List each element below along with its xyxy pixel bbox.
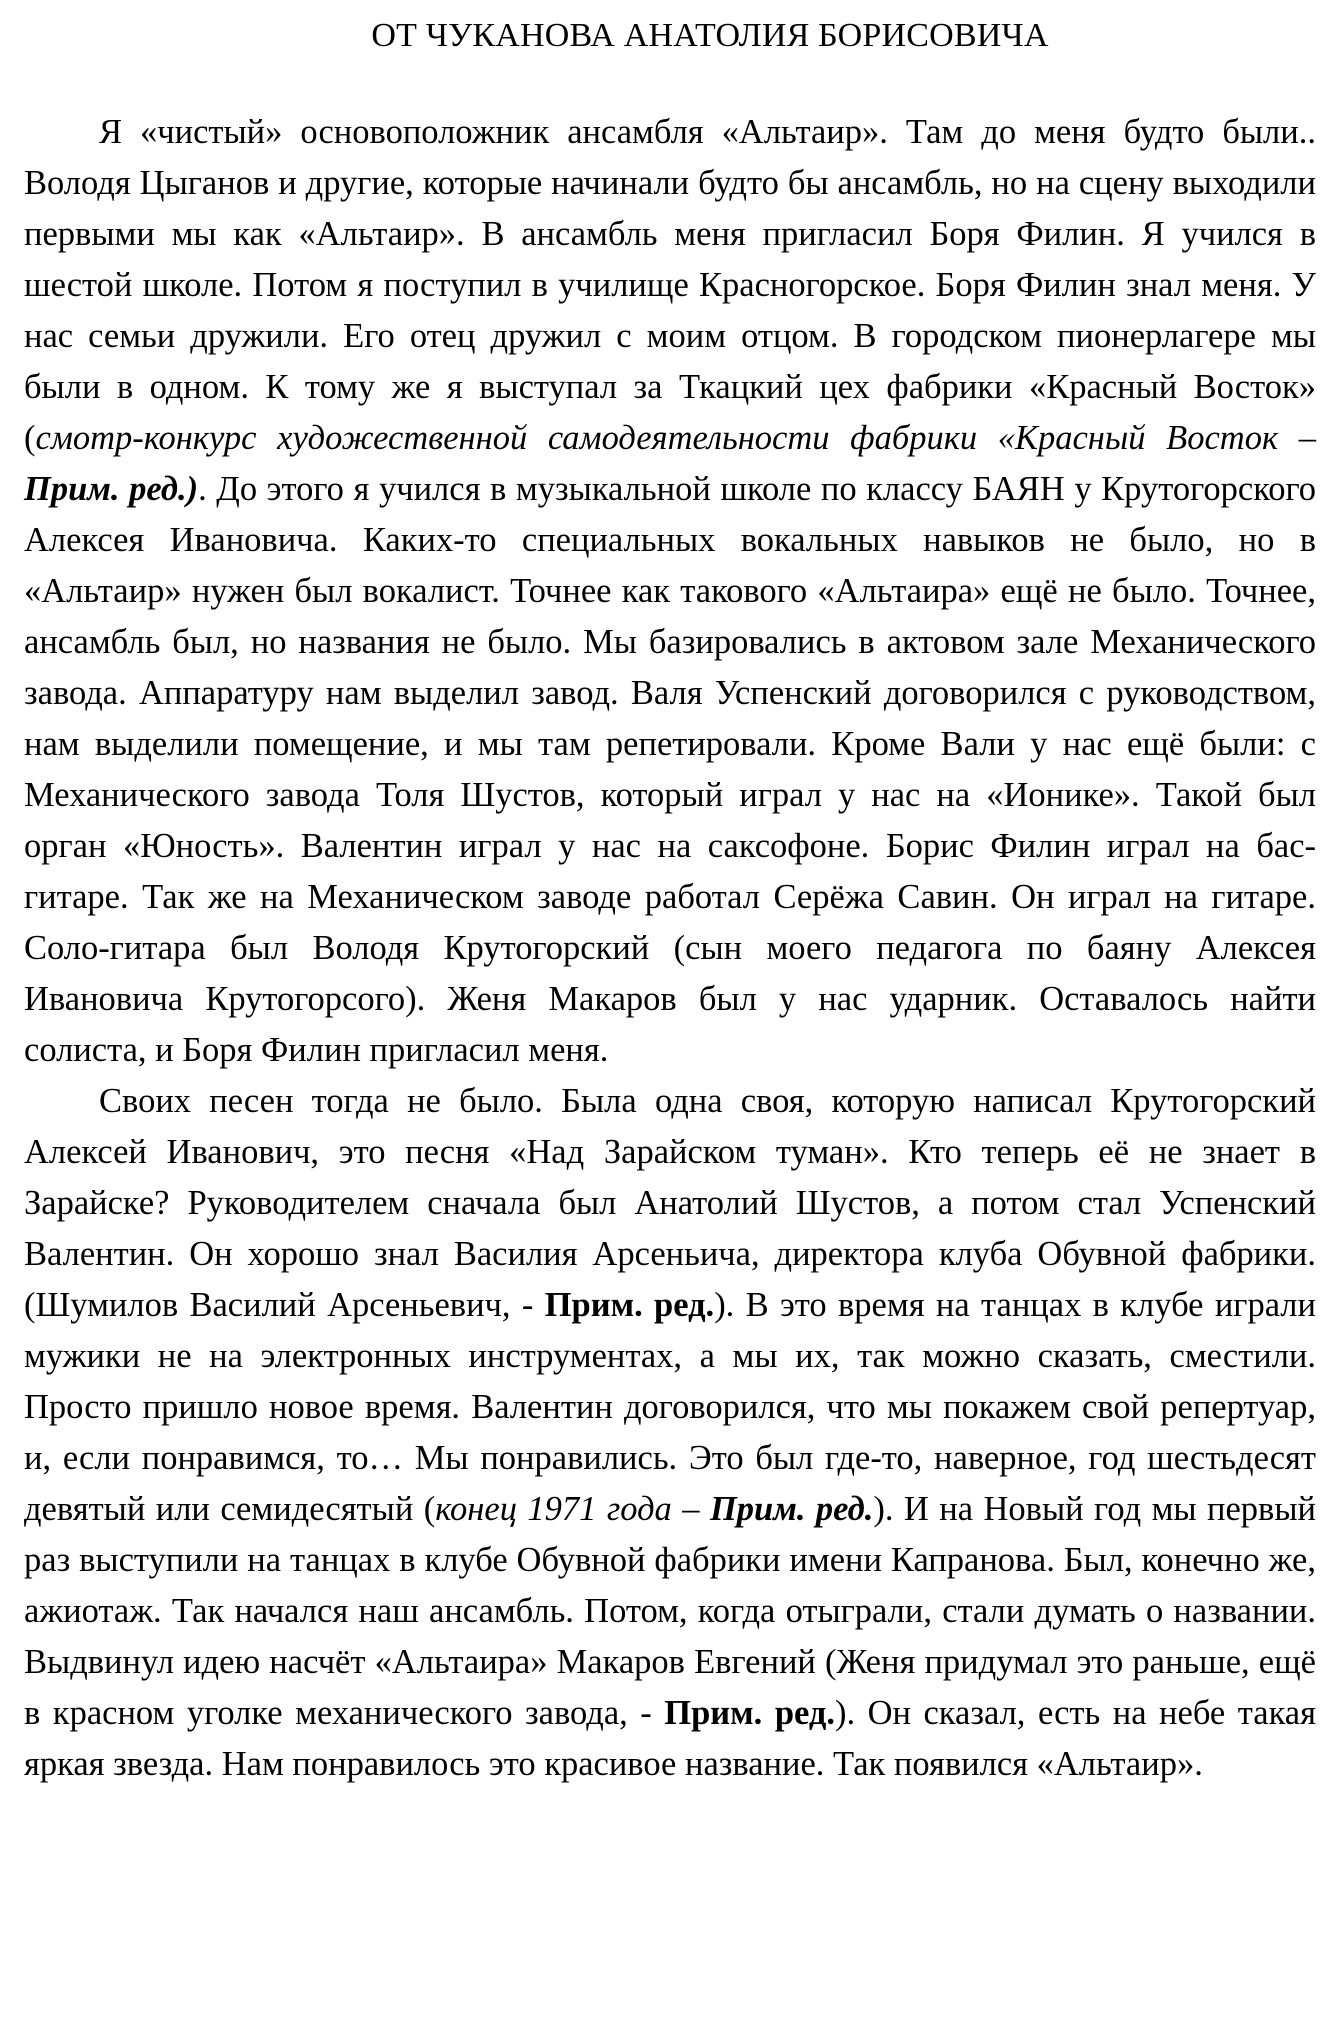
- paragraph-1: [24, 107, 1316, 1076]
- paragraph-2-text-d: ). Он сказал, есть на небе такая яркая звезда. Нам понравилось это красивое название. Так появился «Альтаир».: [24, 1694, 1316, 1783]
- editor-note-italic: смотр-конкурс художественной самодеятельности фабрики «Красный Восток –: [35, 419, 1316, 457]
- paragraph-1-text-b: . До этого я учился в музыкальной школе по классу БАЯН у Крутогорского Алексея Ивановича. Каких-то специальных вокальных навыков не было, но в «Альтаир» нужен был вокалист. Точнее как такового «Альтаира» ещё не было. Точнее, ансамбль был, но названия не было. Мы базировались в актовом зале Механического завода. Аппаратуру нам выделил завод. Валя Успенский договорился с руководством, нам выделили помещение, и мы там репетировали. Кроме Вали у нас ещё были: с Механического завода Толя Шустов, который играл у нас на «Ионике». Такой был орган «Юность». Валентин играл у нас на саксофоне. Борис Филин играл на бас-гитаре. Так же на Механическом заводе работал Серёжа Савин. Он играл на гитаре. Соло-гитара был Володя Крутогорский (сын моего педагога по баяну Алексея Ивановича Крутогорсого). Женя Макаров был у нас ударник. Оставалось найти солиста, и Боря Филин пригласил меня.: [24, 470, 1316, 1069]
- document-page: [24, 0, 1316, 1790]
- editor-note-bold: Прим. ред.: [664, 1694, 835, 1732]
- paragraph-2-text-b: ). В это время на танцах в клубе играли мужики не на электронных инструментах, а мы их, так можно сказать, сместили. Просто пришло новое время. Валентин договорился, что мы покажем свой репертуар, и, если понравимся, то… Мы понравились. Это был где-то, наверное, год шестьдесят девятый или семидесятый (: [24, 1286, 1316, 1528]
- paragraph-2-text-c: ). И на Новый год мы первый раз выступили на танцах в клубе Обувной фабрики имени Капранова. Был, конечно же, ажиотаж. Так начался наш ансамбль. Потом, когда отыграли, стали думать о названии. Выдвинул идею насчёт «Альтаира» Макаров Евгений (Женя придумал это раньше, ещё в красном уголке механического завода, -: [24, 1490, 1316, 1732]
- document-title: ОТ ЧУКАНОВА АНАТОЛИЯ БОРИСОВИЧА: [371, 17, 1049, 54]
- paragraph-1-text-a: Я «чистый» основоположник ансамбля «Альтаир». Там до меня будто были.. Володя Цыганов и другие, которые начинали будто бы ансамбль, но на сцену выходили первыми мы как «Альтаир». В ансамбль меня пригласил Боря Филин. Я учился в шестой школе. Потом я поступил в училище Красногорское. Боря Филин знал меня. У нас семьи дружили. Его отец дружил с моим отцом. В городском пионерлагере мы были в одном. К тому же я выступал за Ткацкий цех фабрики «Красный Восток» (: [24, 113, 1316, 457]
- paragraph-2-text-a: Своих песен тогда не было. Была одна своя, которую написал Крутогорский Алексей Иванович, это песня «Над Зарайском туман». Кто теперь её не знает в Зарайске? Руководителем сначала был Анатолий Шустов, а потом стал Успенский Валентин. Он хорошо знал Василия Арсеньича, директора клуба Обувной фабрики. (Шумилов Василий Арсеньевич, -: [24, 1082, 1316, 1324]
- paragraph-2: [24, 1076, 1316, 1790]
- editor-note-bold: Прим. ред.): [24, 470, 199, 508]
- editor-note-bold: Прим. ред.: [544, 1286, 715, 1324]
- editor-note-bold-italic: Прим. ред.: [709, 1490, 874, 1528]
- editor-note-italic: конец 1971 года –: [435, 1490, 710, 1528]
